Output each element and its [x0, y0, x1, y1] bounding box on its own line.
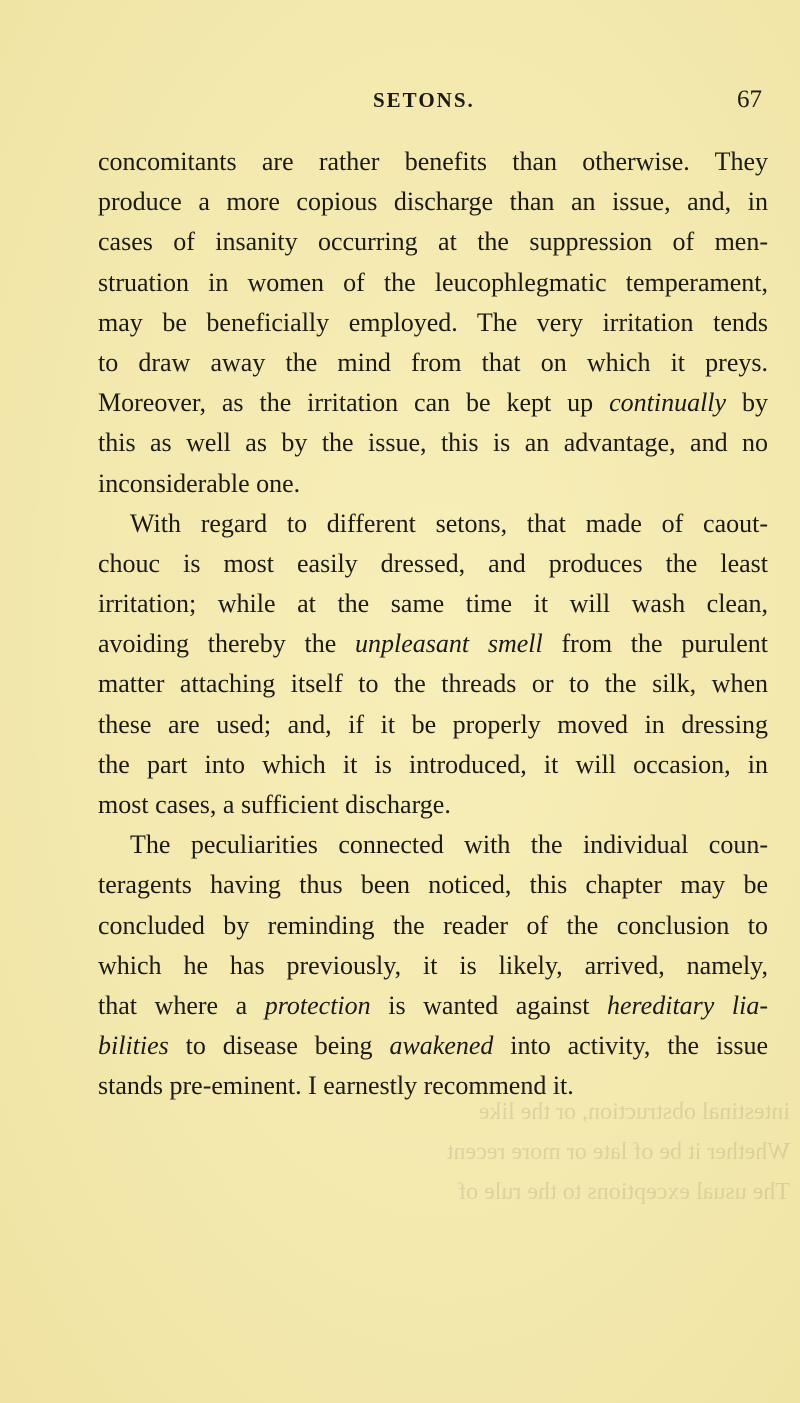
text-line: cases of insanity occurring at the suppression of men- [98, 227, 768, 257]
running-head-title: SETONS. [373, 88, 475, 112]
text-line: irritation; while at the same time it will wash clean, [98, 589, 768, 619]
text-line: may be beneficially employed. The very irritation tends [98, 307, 768, 337]
paragraph-start-line: The peculiarities connected with the individual coun- [130, 830, 768, 860]
text-line: Moreover, as the irritation can be kept up continually by [98, 388, 768, 418]
page-number: 67 [737, 86, 762, 113]
text-line: struation in women of the leucophlegmatic temperament, [98, 267, 768, 297]
text-line: these are used; and, if it be properly moved in dressing [98, 709, 768, 739]
text-line: that where a protection is wanted against hereditary lia- [98, 990, 768, 1020]
text-line: which he has previously, it is likely, arrived, namely, [98, 950, 768, 980]
text-line: teragents having thus been noticed, this chapter may be [98, 870, 768, 900]
text-line: most cases, a sufficient discharge. [98, 790, 451, 819]
running-head [90, 88, 770, 118]
paragraph-start-line: With regard to different setons, that made of caout- [130, 508, 768, 538]
body-text [98, 142, 768, 1107]
text-line: concluded by reminding the reader of the conclusion to [98, 910, 768, 940]
show-through-text: intestinal obstruction, or the like Whether it be of late or more recent The usual exceptions to the rule of [446, 1099, 790, 1205]
text-line: bilities to disease being awakened into activity, the issue [98, 1031, 768, 1061]
text-line: the part into which it is introduced, it will occasion, in [98, 749, 768, 779]
text-line: chouc is most easily dressed, and produces the least [98, 548, 768, 578]
text-line: this as well as by the issue, this is an advantage, and no [98, 428, 768, 458]
text-line: concomitants are rather benefits than otherwise. They [98, 147, 768, 176]
text-line: inconsiderable one. [98, 468, 301, 498]
text-line: produce a more copious discharge than an issue, and, in [98, 187, 768, 217]
text-line: stands pre-eminent. I earnestly recommend it. [98, 1071, 574, 1101]
text-line: avoiding thereby the unpleasant smell from the purulent [98, 629, 768, 659]
text-line: matter attaching itself to the threads or to the silk, when [98, 669, 768, 699]
text-line: to draw away the mind from that on which it preys. [98, 347, 768, 377]
